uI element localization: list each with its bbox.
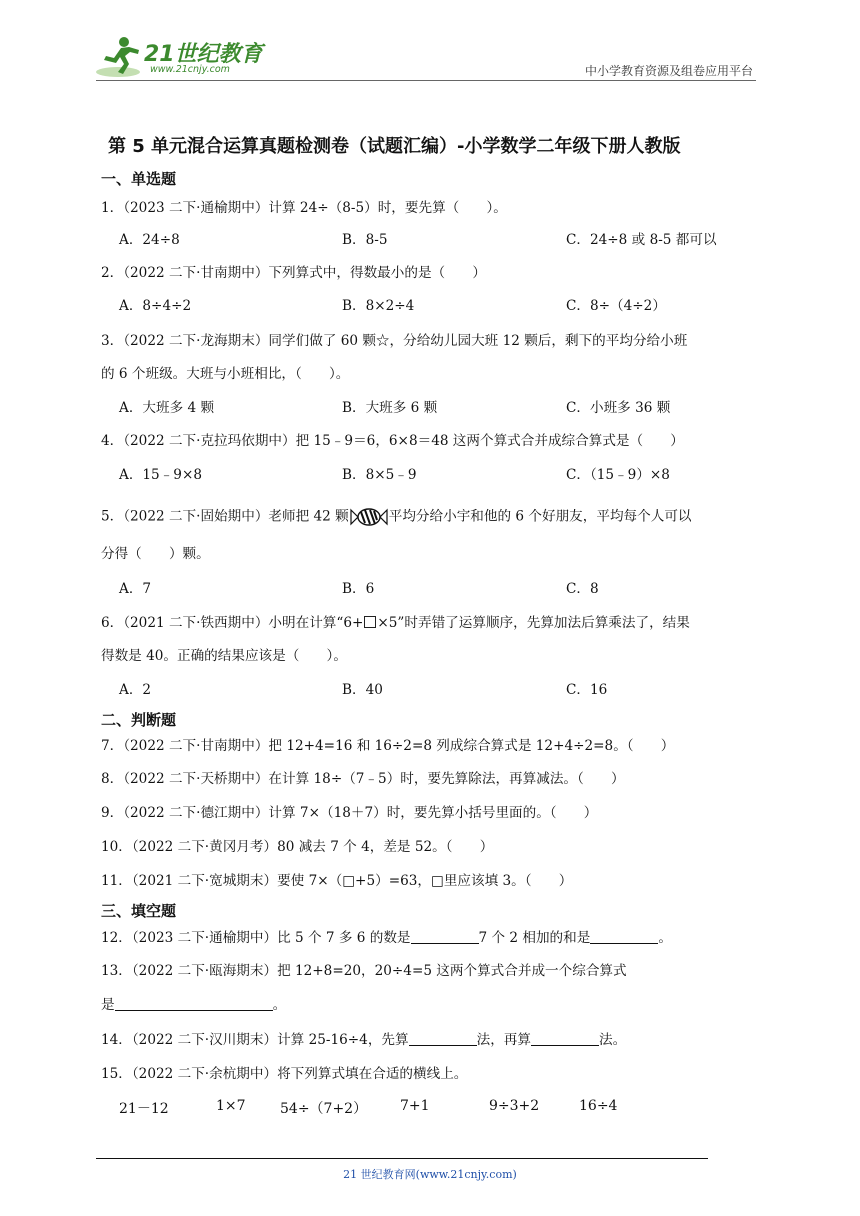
logo-url: www.21cnjy.com xyxy=(150,64,230,75)
question-1: 1．（2023 二下·通榆期中）计算 24÷（8-5）时，要先算（ ）。 xyxy=(101,200,507,216)
q14-text-pre: 14．（2022 二下·汉川期末）计算 25-16÷4，先算 xyxy=(101,1032,409,1048)
q6-option-a: A．2 xyxy=(119,682,152,698)
question-10: 10．（2022 二下·黄冈月考）80 减去 7 个 4，差是 52。（ ） xyxy=(101,839,494,855)
expression-item: 54÷（7+2） xyxy=(280,1101,368,1117)
question-6-line-1 xyxy=(101,613,690,633)
q5-option-a: A．7 xyxy=(119,581,152,597)
question-4: 4．（2022 二下·克拉玛依期中）把 15﹣9＝6，6×8＝48 这两个算式合并成综合算式是（ ） xyxy=(101,433,684,449)
section-heading-fill-in: 三、填空题 xyxy=(101,902,177,920)
q14-text-end: 法。 xyxy=(598,1032,627,1048)
question-6-line-2: 得数是 40。正确的结果应该是（ ）。 xyxy=(101,648,347,664)
q1-option-c: C．24÷8 或 8-5 都可以 xyxy=(566,232,717,248)
answer-blank-13[interactable] xyxy=(115,996,273,1011)
expression-item: 21－12 xyxy=(119,1101,169,1117)
q1-option-b: B．8-5 xyxy=(342,232,388,248)
question-7: 7．（2022 二下·甘南期中）把 12+4=16 和 16÷2=8 列成综合算式是 12+4÷2=8。（ ） xyxy=(101,738,675,754)
question-5-line-2: 分得（ ）颗。 xyxy=(101,546,210,562)
q2-option-c: C．8÷（4÷2） xyxy=(566,298,666,314)
q6-option-c: C．16 xyxy=(566,682,608,698)
q3-option-c: C．小班多 36 颗 xyxy=(566,400,671,416)
site-logo xyxy=(94,34,264,80)
footer-divider xyxy=(96,1158,708,1159)
question-14 xyxy=(101,1030,626,1050)
question-9: 9．（2022 二下·德江期中）计算 7×（18＋7）时，要先算小括号里面的。（ ） xyxy=(101,805,598,821)
q5-option-c: C．8 xyxy=(566,581,599,597)
question-13-line-1: 13．（2022 二下·瓯海期末）把 12+8=20，20÷4=5 这两个算式合并成一个综合算式 xyxy=(101,963,627,979)
q3-option-a: A．大班多 4 颗 xyxy=(119,400,215,416)
answer-blank-12a[interactable] xyxy=(411,929,479,944)
q2-option-a: A．8÷4÷2 xyxy=(119,298,192,314)
q4-option-b: B．8×5﹣9 xyxy=(342,467,417,483)
expression-item: 16÷4 xyxy=(579,1098,618,1114)
question-13-line-2 xyxy=(101,995,286,1015)
question-12 xyxy=(101,928,672,948)
question-2: 2．（2022 二下·甘南期中）下列算式中，得数最小的是（ ） xyxy=(101,265,486,281)
question-11: 11．（2021 二下·宽城期末）要使 7×（□+5）=63，□里应该填 3。（ ） xyxy=(101,873,573,889)
q13-text-end: 。 xyxy=(272,997,287,1013)
page-title: 第 5 单元混合运算真题检测卷（试题汇编）-小学数学二年级下册人教版 xyxy=(108,136,681,157)
platform-name: 中小学教育资源及组卷应用平台 xyxy=(584,64,753,78)
answer-blank-14a[interactable] xyxy=(409,1031,477,1046)
answer-blank-12b[interactable] xyxy=(590,929,658,944)
expression-item: 7+1 xyxy=(400,1098,430,1114)
question-15: 15．（2022 二下·余杭期中）将下列算式填在合适的横线上。 xyxy=(101,1066,468,1082)
question-8: 8．（2022 二下·天桥期中）在计算 18÷（7﹣5）时，要先算除法，再算减法。（ ） xyxy=(101,771,625,787)
expression-item: 1×7 xyxy=(216,1098,246,1114)
q6-text-post: ×5”时弄错了运算顺序，先算加法后算乘法了，结果 xyxy=(377,615,690,631)
q4-option-c: C．（15﹣9）×8 xyxy=(566,467,670,483)
q5-text-post: 平均分给小宇和他的 6 个好朋友，平均每个人可以 xyxy=(388,508,692,525)
q5-text-pre: 5．（2022 二下·固始期中）老师把 42 颗 xyxy=(101,508,349,525)
q1-option-a: A．24÷8 xyxy=(119,232,180,248)
expression-item: 9÷3+2 xyxy=(489,1098,540,1114)
q6-option-b: B．40 xyxy=(342,682,383,698)
q14-text-mid: 法，再算 xyxy=(476,1032,531,1048)
section-heading-true-false: 二、判断题 xyxy=(101,711,177,729)
question-3-line-2: 的 6 个班级。大班与小班相比，（ ）。 xyxy=(101,366,350,382)
q3-option-b: B．大班多 6 颗 xyxy=(342,400,438,416)
q4-option-a: A．15﹣9×8 xyxy=(119,467,202,483)
q12-text-mid: 7 个 2 相加的和是 xyxy=(478,930,591,946)
header-divider xyxy=(96,80,756,81)
q6-text-pre: 6．（2021 二下·铁西期中）小明在计算“6+ xyxy=(101,615,364,631)
q5-option-b: B．6 xyxy=(342,581,375,597)
runner-logo-icon xyxy=(94,34,142,80)
q13-text-pre: 是 xyxy=(101,997,115,1013)
question-3-line-1: 3．（2022 二下·龙海期末）同学们做了 60 颗☆，分给幼儿园大班 12 颗后，剩下的平均分给小班 xyxy=(101,333,688,349)
candy-icon xyxy=(349,506,389,528)
footer-source: 21 世纪教育网(www.21cnjy.com) xyxy=(343,1168,517,1181)
empty-square-icon xyxy=(364,616,376,628)
answer-blank-14b[interactable] xyxy=(531,1031,599,1046)
q12-text-end: 。 xyxy=(658,930,672,946)
question-5-line-1 xyxy=(101,506,692,528)
q2-option-b: B．8×2÷4 xyxy=(342,298,415,314)
logo-text: 21世纪教育 xyxy=(144,42,263,67)
q12-text-pre: 12．（2023 二下·通榆期中）比 5 个 7 多 6 的数是 xyxy=(101,930,411,946)
section-heading-single-choice: 一、单选题 xyxy=(101,170,177,188)
